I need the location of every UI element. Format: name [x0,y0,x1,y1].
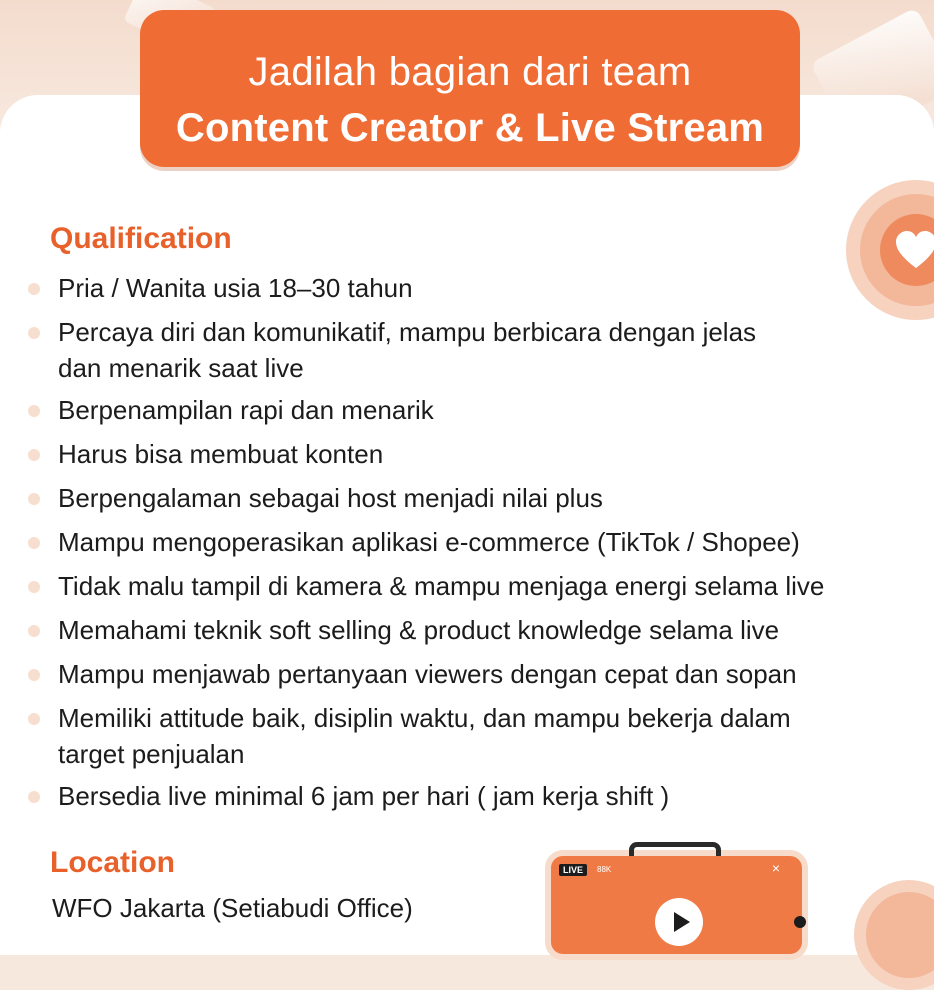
header-line1: Jadilah bagian dari team [248,50,692,94]
bullet-dot [28,327,40,339]
qualification-item: Harus bisa membuat konten [58,439,384,469]
bullet-dot [28,713,40,725]
live-badge: LIVE [559,864,587,876]
location-title: Location [50,846,175,879]
qualification-item: Percaya diri dan komunikatif, mampu berbicara dengan jelas [58,317,757,347]
qualification-item: Mampu menjawab pertanyaan viewers dengan cepat dan sopan [58,659,797,689]
qualification-title: Qualification [50,222,232,255]
qualification-item: Mampu mengoperasikan aplikasi e-commerce (TikTok / Shopee) [58,527,800,557]
live-phone-illustration [545,850,808,960]
location-text: WFO Jakarta (Setiabudi Office) [52,893,413,923]
bullet-dot [28,537,40,549]
qualification-item: Tidak malu tampil di kamera & mampu menjaga energi selama live [58,571,825,601]
bullet-dot [28,283,40,295]
play-icon [655,898,703,946]
header-line2: Content Creator & Live Stream [175,106,765,150]
qualification-item: Memiliki attitude baik, disiplin waktu, dan mampu bekerja dalam [58,703,791,733]
bullet-dot [28,405,40,417]
header-banner [140,10,800,167]
qualification-item: target penjualan [58,739,245,769]
bullet-dot [28,625,40,637]
qualification-item: Pria / Wanita usia 18–30 tahun [58,273,413,303]
qualification-item: Memahami teknik soft selling & product knowledge selama live [58,615,780,645]
qualification-item: Berpenampilan rapi dan menarik [58,395,434,425]
qualification-item: Berpengalaman sebagai host menjadi nilai plus [58,483,603,513]
close-icon: × [771,860,780,876]
bullet-dot [28,669,40,681]
phone-handle [629,842,721,856]
heart-icon [880,214,934,286]
qualification-item: Bersedia live minimal 6 jam per hari ( jam kerja shift ) [58,781,670,811]
bullet-dot [28,493,40,505]
bullet-dot [28,581,40,593]
qualification-item: dan menarik saat live [58,353,304,383]
viewer-count: 88K [597,865,612,874]
bullet-dot [28,791,40,803]
bullet-dot [28,449,40,461]
phone-dot [794,916,806,928]
